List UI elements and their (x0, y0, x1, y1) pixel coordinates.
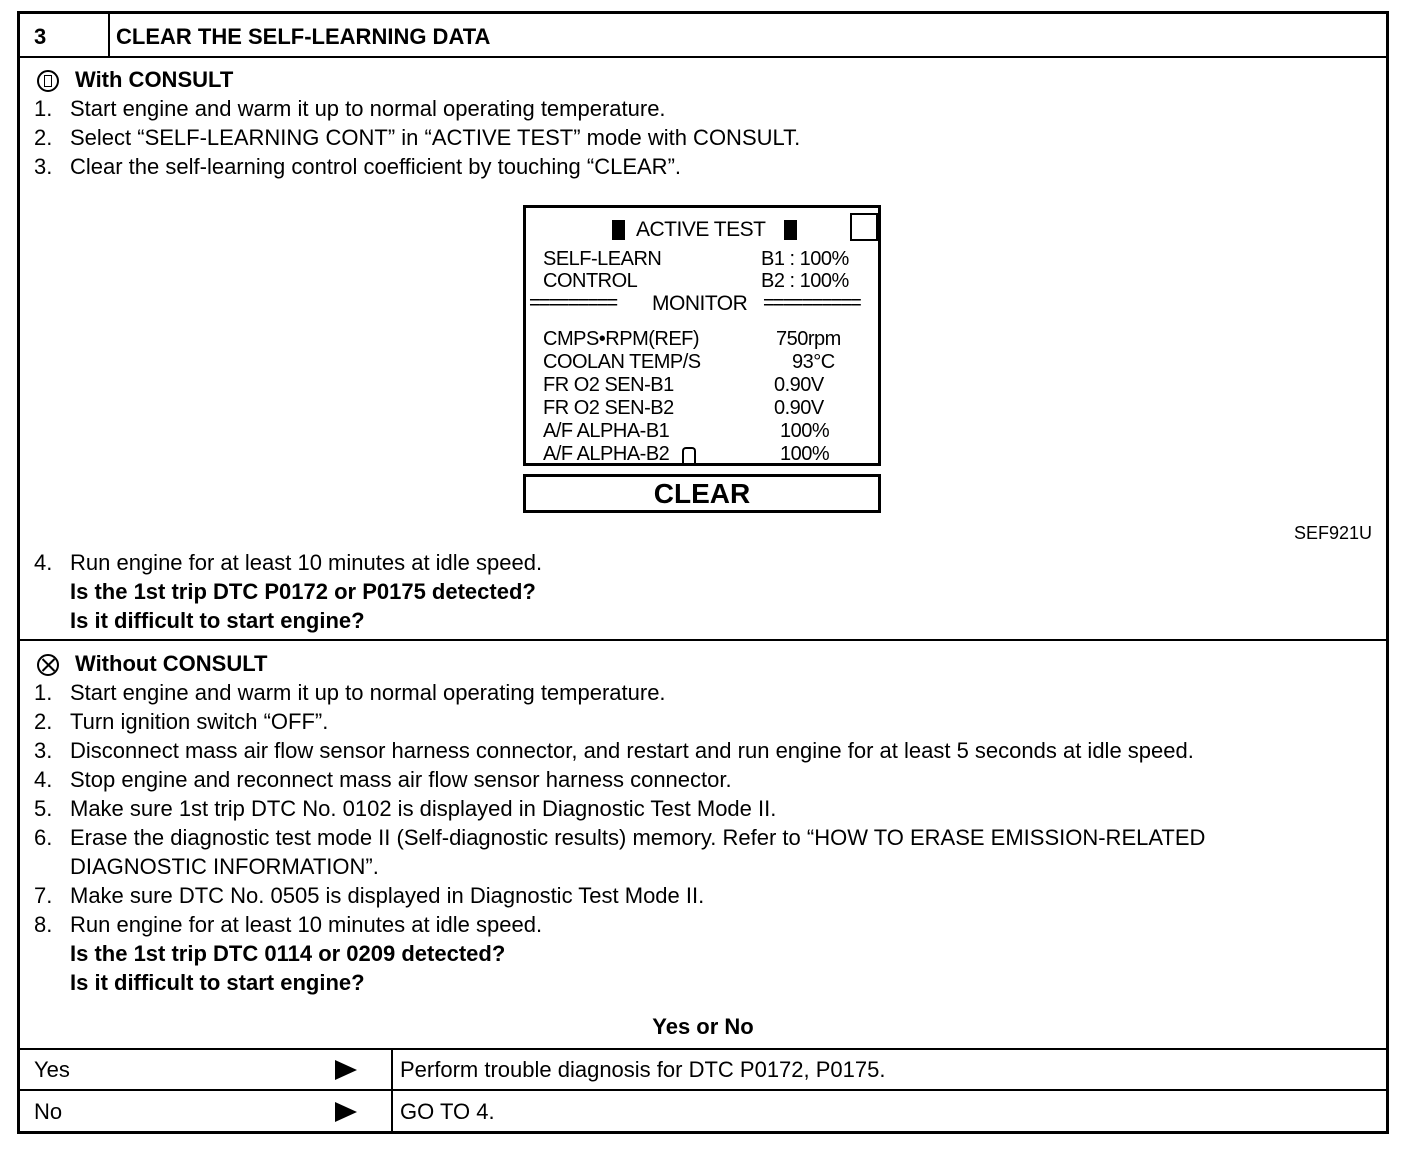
header-rule (20, 56, 1386, 58)
step-text: Clear the self-learning control coefficient by touching “CLEAR”. (70, 154, 682, 179)
step-number-label: 1. (34, 680, 53, 705)
question: Is it difficult to start engine? (70, 608, 365, 633)
question: Is the 1st trip DTC P0172 or P0175 detected? (70, 579, 536, 604)
step-text: Stop engine and reconnect mass air flow sensor harness connector. (70, 767, 732, 792)
monitor-row-label: FR O2 SEN-B1 (543, 374, 674, 396)
monitor-row-value: 0.90V (774, 374, 824, 396)
step-text: Make sure 1st trip DTC No. 0102 is displayed in Diagnostic Test Mode II. (70, 796, 777, 821)
step-text: Select “SELF-LEARNING CONT” in “ACTIVE TEST” mode with CONSULT. (70, 125, 801, 150)
outcome-row-rule (20, 1089, 1386, 1091)
b2-value: B2 : 100% (761, 270, 849, 292)
step-text: Make sure DTC No. 0505 is displayed in Diagnostic Test Mode II. (70, 883, 705, 908)
monitor-row-label: A/F ALPHA-B1 (543, 420, 670, 442)
monitor-row-label: A/F ALPHA-B2 (543, 443, 670, 465)
step-number-label: 6. (34, 825, 53, 850)
step-number-label: 3. (34, 154, 53, 179)
question: Is it difficult to start engine? (70, 970, 365, 995)
step-text: Start engine and warm it up to normal operating temperature. (70, 96, 666, 121)
outcome-action-yes: Perform trouble diagnosis for DTC P0172, P0175. (400, 1057, 886, 1082)
monitor-row-value: 93°C (792, 351, 835, 373)
monitor-label: MONITOR (652, 292, 748, 315)
section-rule (20, 639, 1386, 641)
self-learn-label: SELF-LEARN (543, 248, 662, 270)
monitor-rule-right: ========== (763, 292, 860, 314)
title-marker-left (612, 220, 625, 240)
outcome-answer-yes: Yes (34, 1057, 70, 1082)
monitor-row-label: FR O2 SEN-B2 (543, 397, 674, 419)
step-title: CLEAR THE SELF-LEARNING DATA (116, 24, 491, 49)
title-marker-right (784, 220, 797, 240)
arrow-right-icon (335, 1060, 357, 1080)
step-text: Erase the diagnostic test mode II (Self-diagnostic results) memory. Refer to “HOW TO ERASE EMISSION-RELATED (70, 825, 1206, 850)
step-text: Start engine and warm it up to normal operating temperature. (70, 680, 666, 705)
step-number-label: 3. (34, 738, 53, 763)
screen-corner-box (850, 213, 878, 241)
figure-caption: SEF921U (1293, 523, 1372, 543)
clear-button[interactable]: CLEAR (523, 474, 881, 513)
outcome-rule (20, 1048, 1386, 1050)
b1-value: B1 : 100% (761, 248, 849, 270)
step-number-label: 8. (34, 912, 53, 937)
no-consult-icon (37, 654, 59, 676)
step-text: Run engine for at least 10 minutes at idle speed. (70, 912, 543, 937)
monitor-row-value: 750rpm (776, 328, 841, 350)
arrow-right-icon (335, 1102, 357, 1122)
step-number: 3 (34, 24, 47, 49)
step-text: DIAGNOSTIC INFORMATION”. (70, 854, 379, 879)
step-number-label: 2. (34, 709, 53, 734)
touch-hand-icon (682, 447, 696, 463)
step-text: Disconnect mass air flow sensor harness connector, and restart and run engine for at least 5 seconds at idle speed. (70, 738, 1194, 763)
question: Is the 1st trip DTC 0114 or 0209 detected? (70, 941, 506, 966)
header-divider (108, 14, 110, 56)
without-consult-heading: Without CONSULT (75, 651, 268, 676)
step-number-label: 1. (34, 96, 53, 121)
outcome-answer-no: No (34, 1099, 63, 1124)
with-consult-heading: With CONSULT (75, 67, 234, 92)
monitor-row-value: 100% (780, 420, 830, 442)
consult-icon (37, 70, 59, 92)
step-number-label: 2. (34, 125, 53, 150)
procedure-table (17, 11, 1389, 1134)
screen-title: ACTIVE TEST (636, 218, 766, 241)
outcome-action-no: GO TO 4. (400, 1099, 495, 1124)
step-text: Turn ignition switch “OFF”. (70, 709, 329, 734)
monitor-row-label: CMPS•RPM(REF) (543, 328, 700, 350)
step-number-label: 4. (34, 767, 53, 792)
monitor-row-value: 0.90V (774, 397, 824, 419)
step-number-label: 4. (34, 550, 53, 575)
monitor-row-value: 100% (780, 443, 830, 465)
yes-or-no-label: Yes or No (652, 1014, 754, 1039)
control-label: CONTROL (543, 270, 638, 292)
step-number-label: 7. (34, 883, 53, 908)
monitor-row-label: COOLAN TEMP/S (543, 351, 701, 373)
consult-screen-figure (523, 205, 881, 466)
step-text: Run engine for at least 10 minutes at idle speed. (70, 550, 543, 575)
monitor-rule-left: ========= (529, 292, 617, 314)
step-number-label: 5. (34, 796, 53, 821)
